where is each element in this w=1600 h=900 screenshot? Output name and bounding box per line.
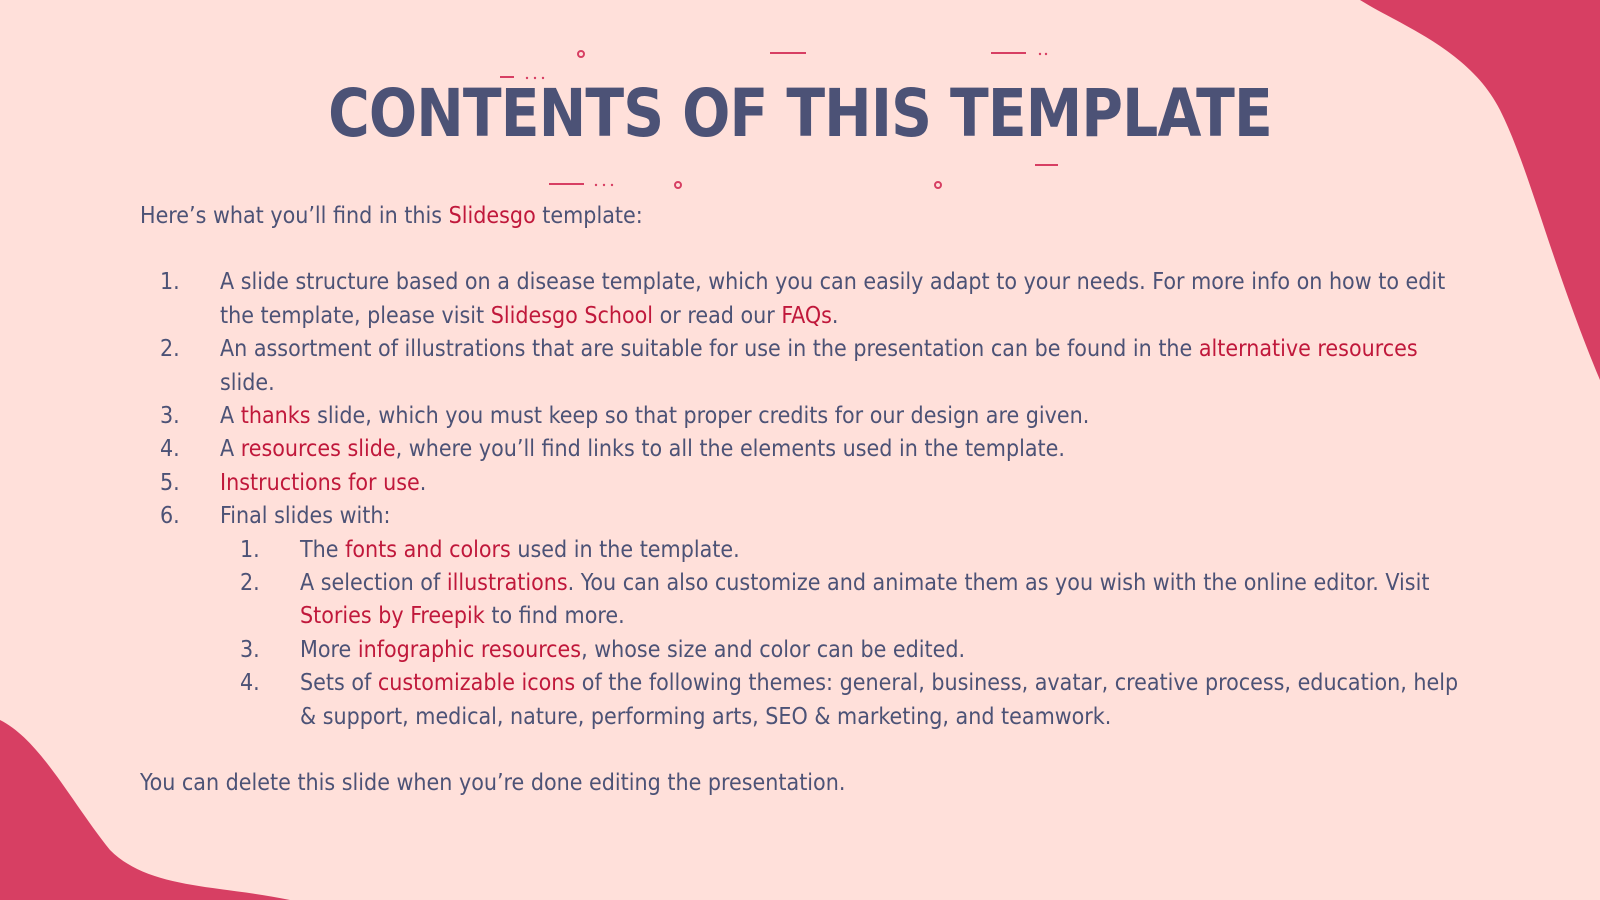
- final-slides-sublist: [220, 534, 1470, 734]
- alternative-resources-link[interactable]: alternative resources: [1198, 336, 1418, 363]
- instructions-link[interactable]: Instructions for use: [220, 469, 420, 496]
- slidesgo-link[interactable]: Slidesgo: [448, 203, 536, 229]
- slidesgo-school-link[interactable]: Slidesgo School: [490, 302, 654, 329]
- intro-text: Here’s what you’ll find in this Slidesgo template:: [140, 203, 643, 229]
- faqs-link[interactable]: FAQs: [781, 302, 832, 329]
- sublist-item: 4. Sets of customizable icons of the following themes: general, business, avatar, creative process, education, help & support, medical, nature, performing arts, SEO & marketing, and teamwork.: [240, 670, 1459, 730]
- content-body: [140, 200, 1470, 801]
- list-item: 2. An assortment of illustrations that are suitable for use in the presentation can be found in the alternative resources slide.: [160, 336, 1418, 396]
- infographic-resources-link[interactable]: infographic resources: [357, 636, 582, 663]
- outro-text: You can delete this slide when you’re done editing the presentation.: [140, 770, 846, 797]
- thanks-link[interactable]: thanks: [240, 403, 311, 430]
- sublist-item: 3. More infographic resources, whose size and color can be edited.: [240, 636, 966, 663]
- list-item: 3. A thanks slide, which you must keep so that proper credits for our design are given.: [160, 403, 1090, 430]
- stories-by-freepik-link[interactable]: Stories by Freepik: [300, 603, 485, 630]
- list-item: 6. Final slides with: 1. The fonts and colors used in the template. 2. A selection of illustrations. You can also customize and animate them as you wish with the online editor. Visit Stories by Freepik to find more. 3. More infographic resources, whose size and color can be edited. 4. Sets of customizable icons of the following themes: general, business, avatar, creative process, education, help & support, medical, nature, performing arts, SEO & marketing, and teamwork.: [140, 500, 1470, 734]
- list-item: 4. A resources slide, where you’ll find links to all the elements used in the template.: [160, 436, 1065, 463]
- slide-title: CONTENTS OF THIS TEMPLATE: [328, 75, 1272, 152]
- sublist-item: 2. A selection of illustrations. You can also customize and animate them as you wish with the online editor. Visit Stories by Freepik to find more.: [240, 570, 1430, 630]
- list-item: 5. Instructions for use.: [160, 469, 427, 496]
- fonts-colors-link[interactable]: fonts and colors: [345, 536, 511, 563]
- contents-list: [140, 266, 1470, 734]
- sublist-item: 1. The fonts and colors used in the template.: [240, 536, 740, 563]
- list-item: 1. A slide structure based on a disease template, which you can easily adapt to your needs. For more info on how to edit the template, please visit Slidesgo School or read our FAQs.: [160, 269, 1446, 329]
- illustrations-link[interactable]: illustrations: [446, 570, 568, 597]
- resources-slide-link[interactable]: resources slide: [240, 436, 396, 463]
- customizable-icons-link[interactable]: customizable icons: [377, 670, 576, 697]
